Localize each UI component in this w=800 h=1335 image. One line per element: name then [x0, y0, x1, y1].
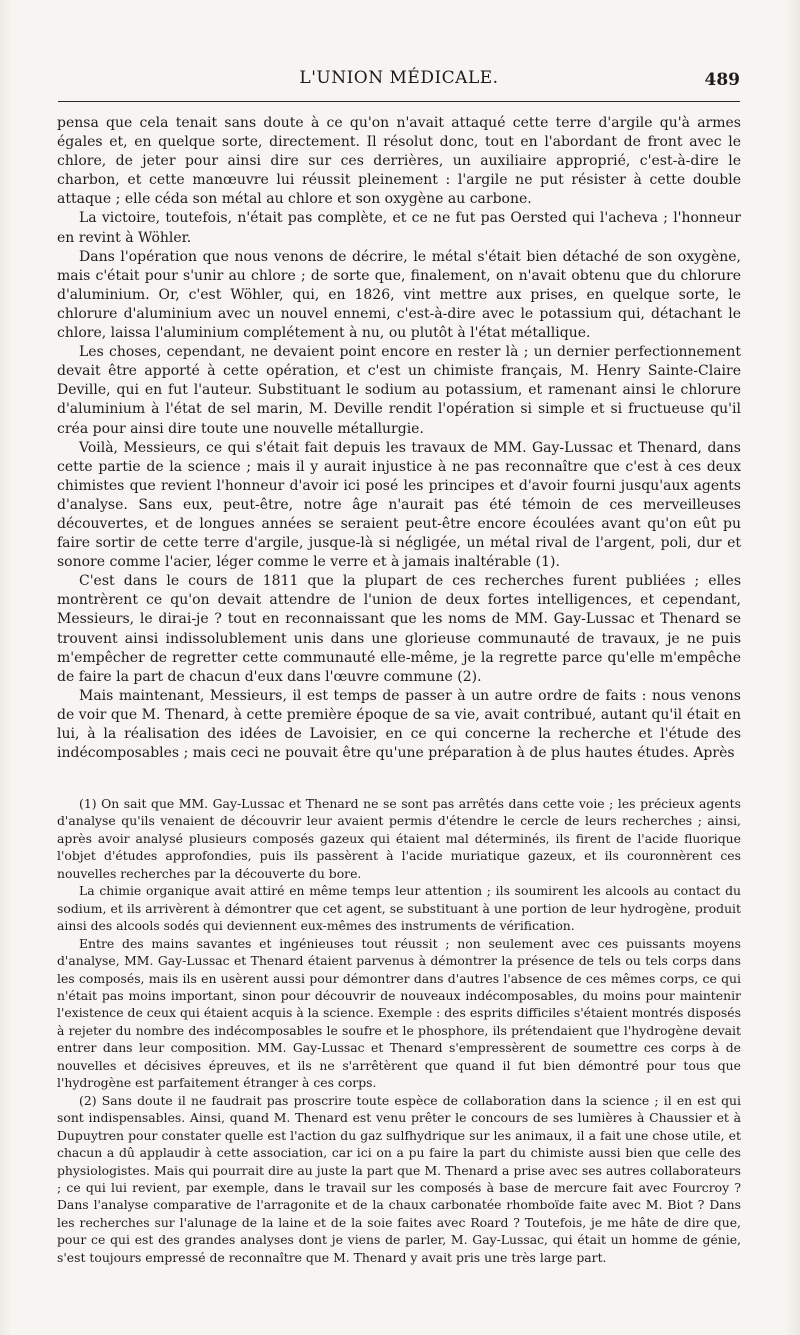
- footnote-paragraph: (2) Sans doute il ne faudrait pas proscrire toute espèce de collaboration dans la science ; il en est qui sont indispensables. Ainsi, quand M. Thenard est venu prêter le concours de ses lumières à Chaussier et à Dupuytren pour constater quelle est l'action du gaz sulfhydrique sur les animaux, il a fait une chose utile, et chacun a dû applaudir à cette association, car ici on a pu faire la part du chimiste aussi bien que celle des physiologistes. Mais qui pourrait dire au juste la part que M. Thenard a prise avec ses autres collaborateurs ; ce qui lui revient, par exemple, dans le travail sur les composés à base de mercure fait avec Fourcroy ? Dans l'analyse comparative de l'arragonite et de la chaux carbonatée rhomboïde faite avec M. Biot ? Dans les recherches sur l'alunage de la laine et de la soie faites avec Roard ? Toutefois, je me hâte de dire que, pour ce qui est des grandes analyses dont je viens de parler, M. Gay-Lussac, qui était un homme de génie, s'est toujours empressé de reconnaître que M. Thenard y avait pris une très large part.: [57, 1092, 741, 1265]
- footnote-paragraph: Entre des mains savantes et ingénieuses tout réussit ; non seulement avec ces puissants moyens d'analyse, MM. Gay-Lussac et Thenard étaient parvenus à démontrer la présence de tels ou tels corps dans les composés, mais ils en usèrent aussi pour démontrer dans d'autres l'absence de ces mêmes corps, ce qui n'était pas moins important, sinon pour découvrir de nouveaux indécomposables, du moins pour maintenir l'existence de ceux qui étaient acquis à la science. Exemple : des esprits difficiles s'étaient montrés disposés à rejeter du nombre des indécomposables le soufre et le phosphore, ils prétendaient que l'hydrogène devait entrer dans leur composition. MM. Gay-Lussac et Thenard s'empressèrent de soumettre ces corps à de nouvelles et décisives épreuves, et ils ne s'arrêtèrent que quand il fut bien démontré pour tous que l'hydrogène est parfaitement étranger à ces corps.: [57, 935, 741, 1091]
- footnotes: [57, 795, 741, 1266]
- body-paragraph: La victoire, toutefois, n'était pas complète, et ce ne fut pas Oersted qui l'acheva ; l'honneur en revint à Wöhler.: [57, 210, 741, 246]
- running-title: L'UNION MÉDICALE.: [299, 68, 499, 88]
- header-rule: [58, 101, 740, 102]
- page-header: [58, 66, 740, 96]
- body-paragraph: Voilà, Messieurs, ce qui s'était fait depuis les travaux de MM. Gay-Lussac et Thenard, dans cette partie de la science ; mais il y aurait injustice à ne pas reconnaître que c'est à ces deux chimistes que revient l'honneur d'avoir ici posé les principes et d'avoir fourni jusqu'aux agents d'analyse. Sans eux, peut-être, notre âge n'aurait pas été témoin de ces merveilleuses découvertes, et de longues années se seraient peut-être encore écoulées avant qu'on eût pu faire sortir de cette terre d'argile, jusque-là si négligée, un métal rival de l'argent, poli, dur et sonore comme l'acier, léger comme le verre et à jamais inaltérable (1).: [57, 439, 741, 571]
- footnote-paragraph: (1) On sait que MM. Gay-Lussac et Thenard ne se sont pas arrêtés dans cette voie ; les précieux agents d'analyse qu'ils venaient de découvrir leur avaient permis d'étendre le cercle de leurs recherches ; ainsi, après avoir analysé plusieurs composés gazeux qui étaient mal déterminés, ils firent de l'acide fluorique l'objet d'études approfondies, puis ils passèrent à l'acide muriatique gazeux, et ils couronnèrent ces nouvelles recherches par la découverte du bore.: [57, 796, 741, 881]
- page-number: 489: [704, 70, 740, 90]
- body-paragraph: Les choses, cependant, ne devaient point encore en rester là ; un dernier perfectionnement devait être apporté à cette opération, et c'est un chimiste français, M. Henry Sainte-Claire Deville, qui en fut l'auteur. Substituant le sodium au potassium, et ramenant ainsi le chlorure d'aluminium à l'état de sel marin, M. Deville rendit l'opération si simple et si fructueuse qu'il créa pour ainsi dire toute une nouvelle métallurgie.: [57, 344, 741, 437]
- body-paragraph: Mais maintenant, Messieurs, il est temps de passer à un autre ordre de faits : nous venons de voir que M. Thenard, à cette première époque de sa vie, avait contribué, autant qu'il était en lui, à la réalisation des idées de Lavoisier, en ce qui concerne la recherche et l'étude des indécomposables ; mais ceci ne pouvait être qu'une préparation à de plus hautes études. Après: [57, 687, 741, 762]
- body-paragraph: pensa que cela tenait sans doute à ce qu'on n'avait attaqué cette terre d'argile qu'à armes égales et, en quelque sorte, directement. Il résolut donc, tout en l'abordant de front avec le chlore, de jeter pour ainsi dire sur ces derrières, un auxiliaire approprié, c'est-à-dire le charbon, et cette manœuvre lui réussit pleinement : l'argile ne put résister à cette double attaque ; elle céda son métal au chlore et son oxygène au carbone.: [57, 115, 741, 208]
- body-paragraph: C'est dans le cours de 1811 que la plupart de ces recherches furent publiées ; elles montrèrent ce qu'on devait attendre de l'union de deux fortes intelligences, et cependant, Messieurs, le dirai-je ? tout en reconnaissant que les noms de MM. Gay-Lussac et Thenard se trouvent ainsi indissolublement unis dans une glorieuse communauté de travaux, je ne puis m'empêcher de regretter cette communauté elle-même, je la regrette parce qu'elle m'empêche de faire la part de chacun d'eux dans l'œuvre commune (2).: [57, 573, 741, 685]
- main-text: [57, 114, 741, 763]
- footnote-paragraph: La chimie organique avait attiré en même temps leur attention ; ils soumirent les alcools au contact du sodium, et ils arrivèrent à démontrer que cet agent, se substituant à une portion de leur hydrogène, produit ainsi des alcools sodés qui deviennent eux-mêmes des instruments de vérification.: [57, 883, 741, 934]
- body-paragraph: Dans l'opération que nous venons de décrire, le métal s'était bien détaché de son oxygène, mais c'était pour s'unir au chlore ; de sorte que, finalement, on n'avait obtenu que du chlorure d'aluminium. Or, c'est Wöhler, qui, en 1826, vint mettre aux prises, en quelque sorte, le chlorure d'aluminium avec un nouvel ennemi, c'est-à-dire avec le potassium qui, détachant le chlore, laissa l'aluminium complétement à nu, ou plutôt à l'état métallique.: [57, 248, 741, 342]
